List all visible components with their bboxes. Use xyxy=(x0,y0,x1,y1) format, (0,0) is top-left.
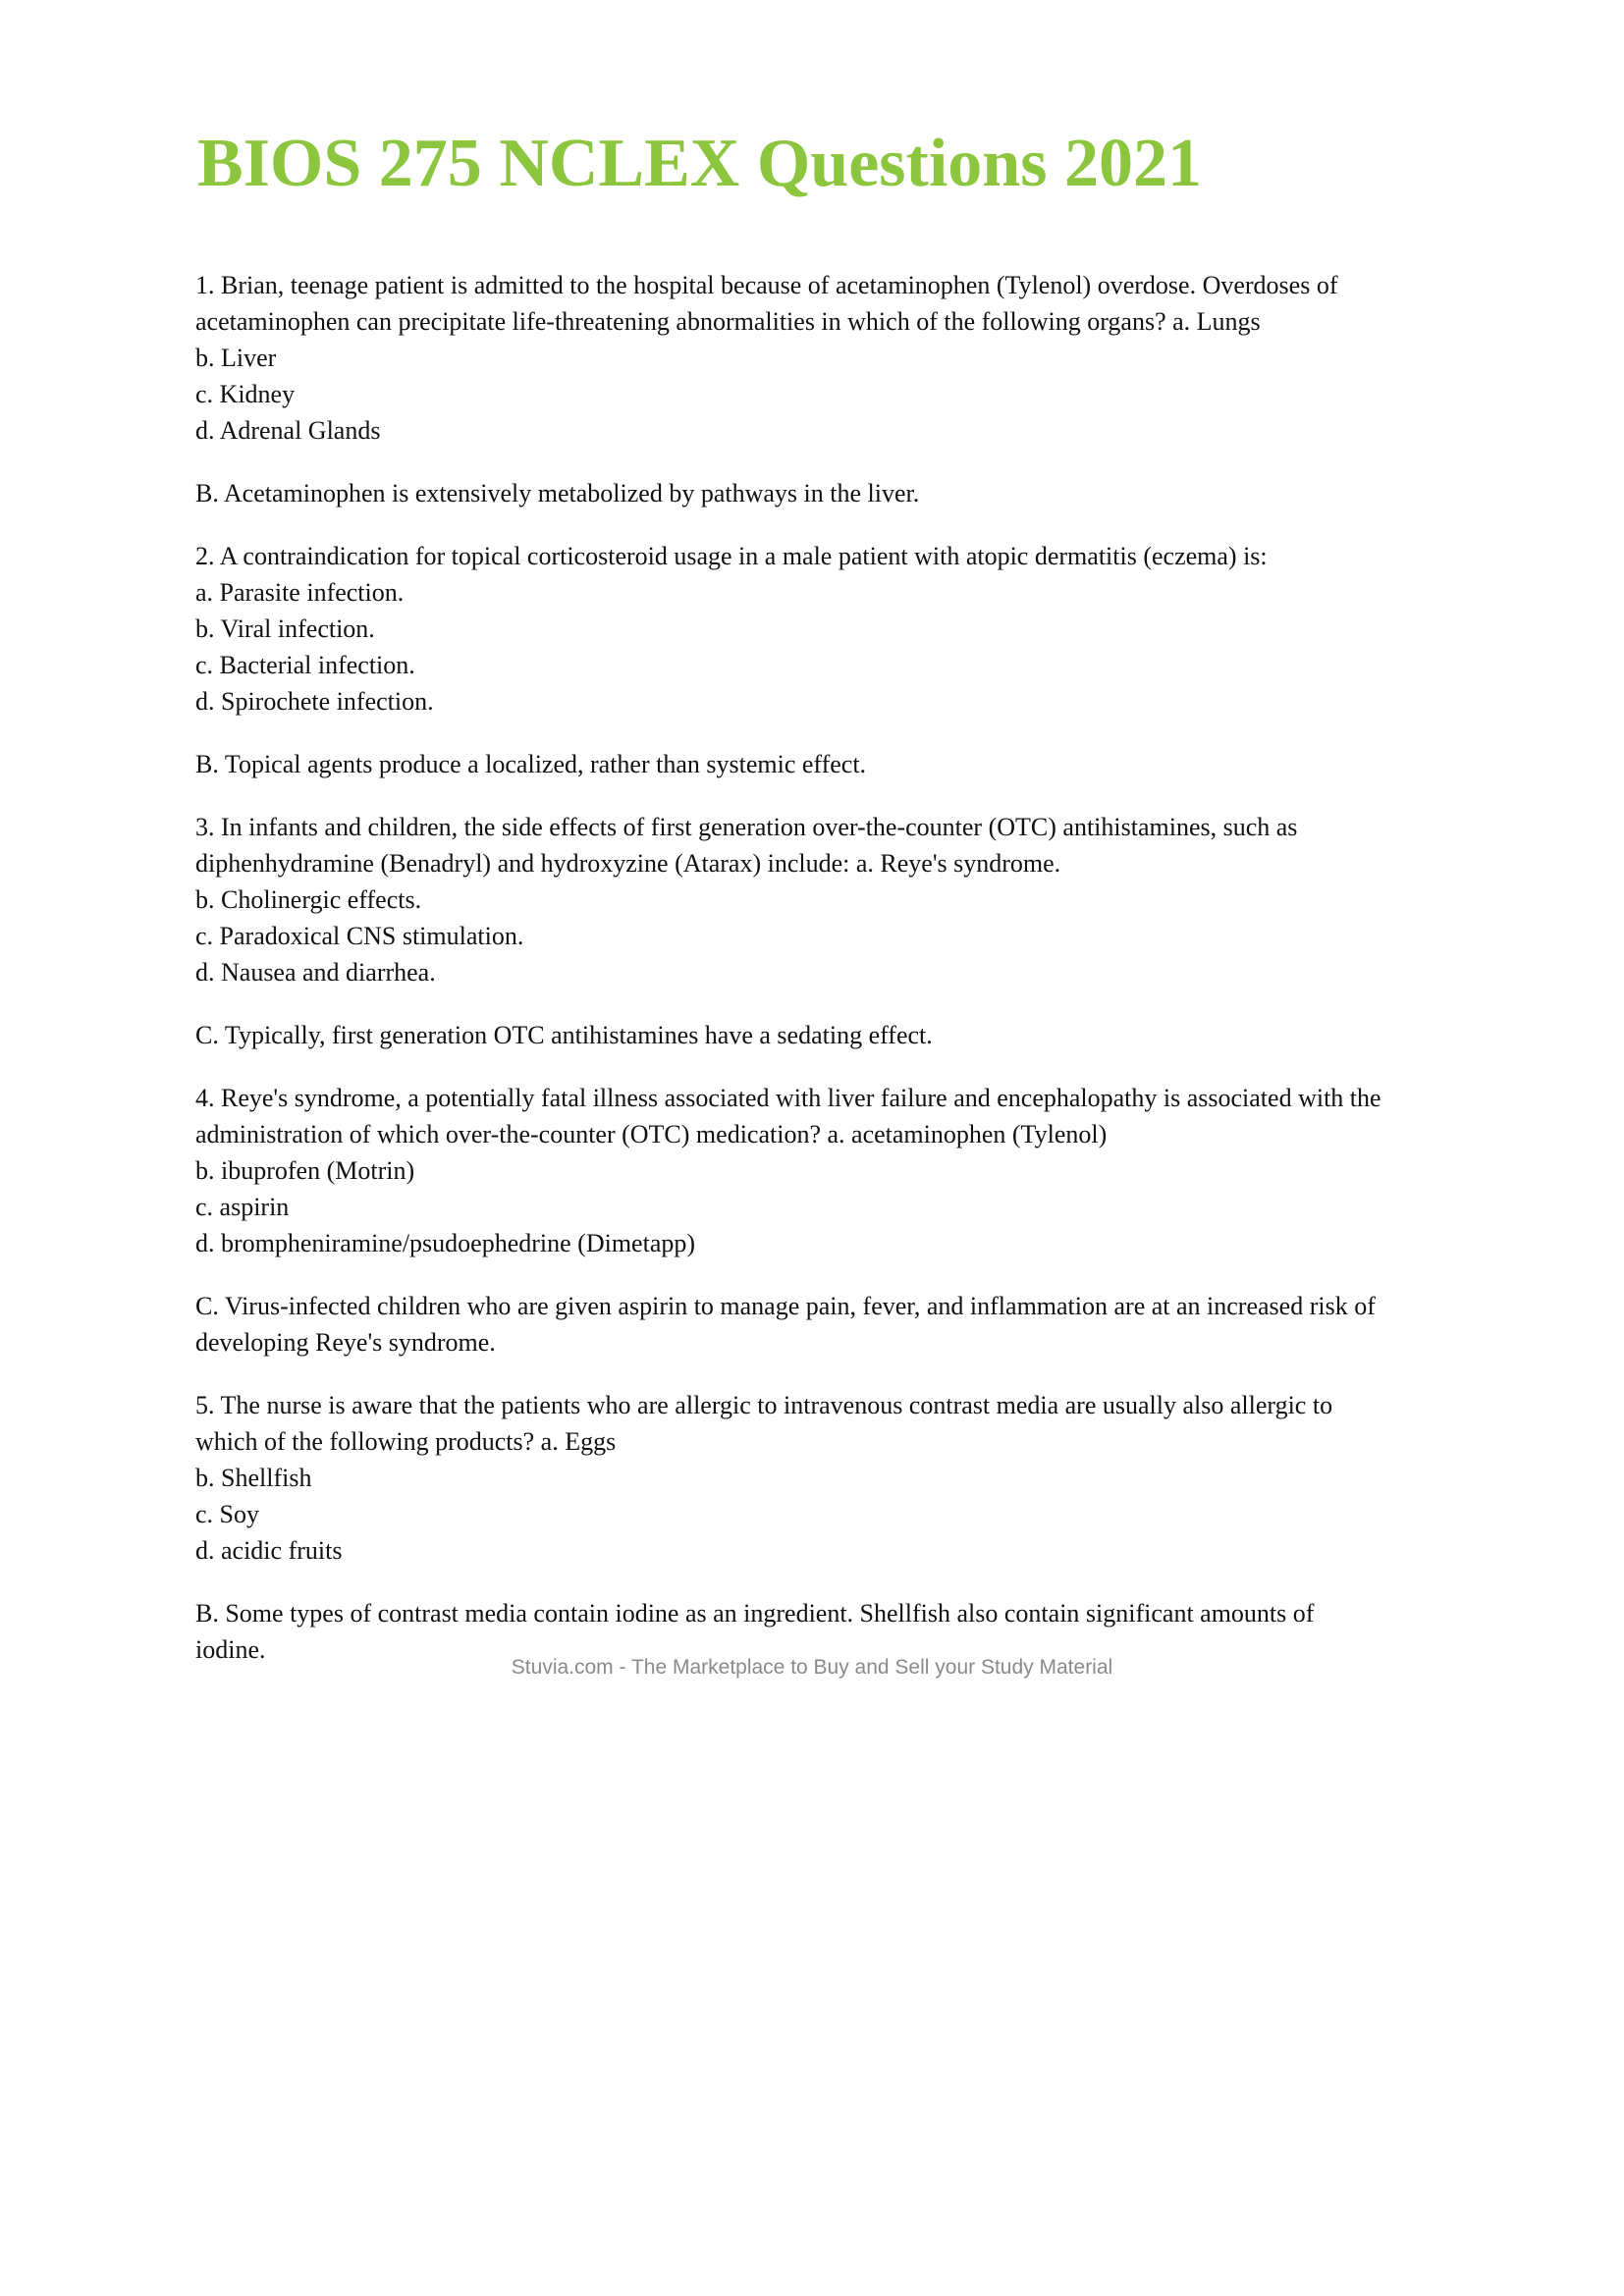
question-stem: 3. In infants and children, the side effects of first generation over-the-counter (OTC) antihistamines, such as xyxy=(195,813,1298,841)
answer-explanation-1 xyxy=(195,475,1482,511)
page-footer: Stuvia.com - The Marketplace to Buy and Sell your Study Material xyxy=(511,1656,1113,1679)
answer-explanation: B. Acetaminophen is extensively metabolized by pathways in the liver. xyxy=(195,479,920,507)
question-2 xyxy=(195,538,1482,720)
question-stem: 2. A contraindication for topical corticosteroid usage in a male patient with atopic dermatitis (eczema) is: xyxy=(195,542,1268,570)
question-4 xyxy=(195,1080,1482,1261)
answer-option: d. brompheniramine/psudoephedrine (Dimetapp) xyxy=(195,1229,696,1257)
question-stem: 5. The nurse is aware that the patients who are allergic to intravenous contrast media are usually also allergic to xyxy=(195,1391,1333,1419)
question-stem: diphenhydramine (Benadryl) and hydroxyzine (Atarax) include: a. Reye's syndrome. xyxy=(195,849,1061,878)
answer-option: c. Paradoxical CNS stimulation. xyxy=(195,922,524,950)
answer-option: b. Cholinergic effects. xyxy=(195,885,422,914)
question-stem: 1. Brian, teenage patient is admitted to the hospital because of acetaminophen (Tylenol) overdose. Overdoses of xyxy=(195,271,1338,299)
answer-option: b. Liver xyxy=(195,344,277,372)
question-stem: acetaminophen can precipitate life-threatening abnormalities in which of the following organs? a. Lungs xyxy=(195,307,1261,336)
document-title: BIOS 275 NCLEX Questions 2021 xyxy=(197,126,1202,201)
answer-option: c. Kidney xyxy=(195,380,296,408)
answer-option: c. Bacterial infection. xyxy=(195,651,415,679)
answer-option: d. acidic fruits xyxy=(195,1536,343,1565)
answer-explanation-3 xyxy=(195,1017,1482,1053)
answer-explanation: B. Some types of contrast media contain iodine as an ingredient. Shellfish also contain significant amounts of xyxy=(195,1599,1315,1628)
question-1 xyxy=(195,267,1482,449)
answer-explanation: C. Virus-infected children who are given aspirin to manage pain, fever, and inflammation are at an increased risk of xyxy=(195,1292,1376,1320)
answer-option: d. Spirochete infection. xyxy=(195,687,434,716)
answer-explanation: iodine. xyxy=(195,1635,266,1664)
answer-option: b. ibuprofen (Motrin) xyxy=(195,1156,415,1185)
answer-explanation: developing Reye's syndrome. xyxy=(195,1328,496,1357)
question-stem: 4. Reye's syndrome, a potentially fatal illness associated with liver failure and encephalopathy is associated with the xyxy=(195,1084,1381,1112)
answer-explanation: C. Typically, first generation OTC antihistamines have a sedating effect. xyxy=(195,1021,933,1049)
answer-option: c. Soy xyxy=(195,1500,259,1528)
answer-option: a. Parasite infection. xyxy=(195,578,405,607)
question-stem: which of the following products? a. Eggs xyxy=(195,1427,617,1456)
answer-explanation: B. Topical agents produce a localized, rather than systemic effect. xyxy=(195,750,867,778)
answer-option: c. aspirin xyxy=(195,1193,290,1221)
answer-option: b. Shellfish xyxy=(195,1464,312,1492)
question-stem: administration of which over-the-counter (OTC) medication? a. acetaminophen (Tylenol) xyxy=(195,1120,1108,1148)
answer-explanation-2 xyxy=(195,746,1482,782)
question-list xyxy=(195,267,1482,1694)
question-5 xyxy=(195,1387,1482,1569)
answer-option: b. Viral infection. xyxy=(195,614,375,643)
question-3 xyxy=(195,809,1482,990)
answer-option: d. Adrenal Glands xyxy=(195,416,381,445)
answer-option: d. Nausea and diarrhea. xyxy=(195,958,436,987)
answer-explanation-4 xyxy=(195,1288,1482,1361)
